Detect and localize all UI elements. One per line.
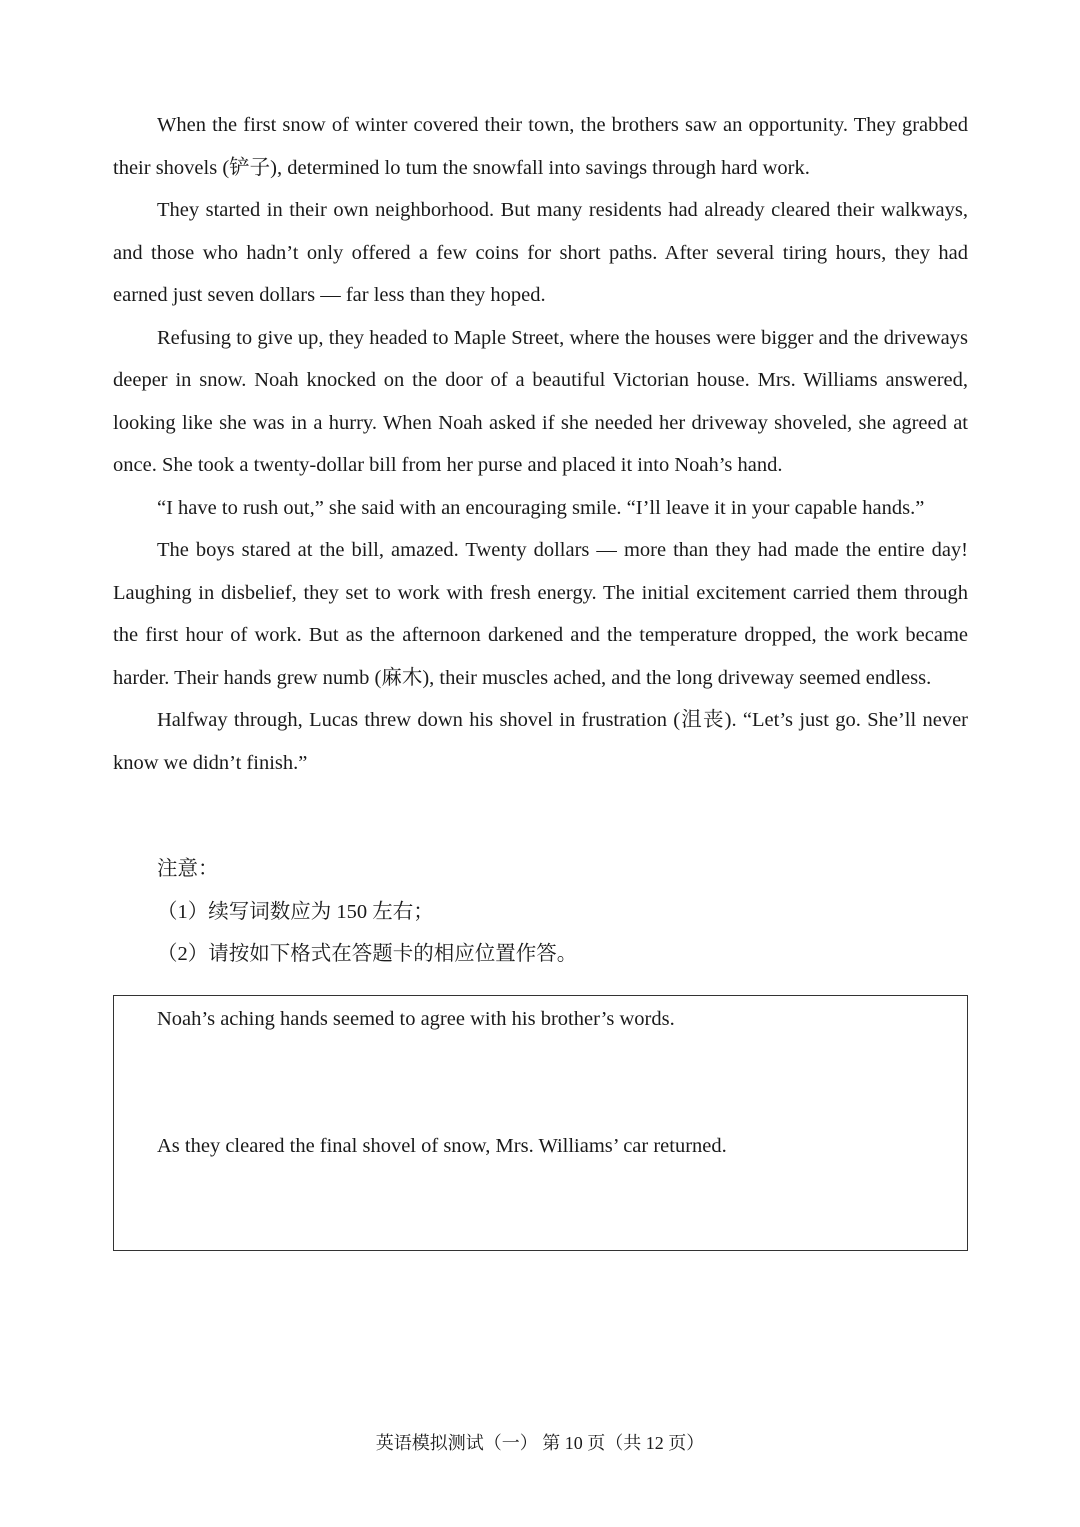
page-footer: 英语模拟测试（一） 第 10 页（共 12 页） [375, 1433, 705, 1453]
answer-opening-line-2: As they cleared the final shovel of snow, Mrs. Williams’ car returned. [157, 1135, 727, 1157]
story-paragraph-6: Halfway through, Lucas threw down his shovel in frustration (沮丧). “Let’s just go. She’ll never know we didn’t finish.” [113, 709, 968, 774]
answer-opening-line-1: Noah’s aching hands seemed to agree with his brother’s words. [157, 1008, 675, 1030]
instruction-item-1: （1）续写词数应为 150 左右； [157, 900, 434, 923]
story-paragraph-1: When the first snow of winter covered their town, the brothers saw an opportunity. They grabbed their shovels (铲子), determined lo tum the snowfall into savings through hard work. [113, 114, 968, 179]
answer-box [113, 995, 968, 1251]
story-paragraph-4: “I have to rush out,” she said with an encouraging smile. “I’ll leave it in your capable hands.” [157, 496, 925, 519]
story-paragraph-2: They started in their own neighborhood. But many residents had already cleared their walkways, and those who hadn’t only offered a few coins for short paths. After several tiring hours, they had earned just seven dollars — far less than they hoped. [113, 199, 968, 306]
instruction-item-2: （2）请按如下格式在答题卡的相应位置作答。 [157, 943, 578, 965]
story-paragraph-5: The boys stared at the bill, amazed. Twenty dollars — more than they had made the entire day! Laughing in disbelief, they set to work with fresh energy. The initial excitement carried them through the first hour of work. But as the afternoon darkened and the temperature dropped, the work became harder. Their hands grew numb (麻木), their muscles ached, and the long driveway seemed endless. [113, 539, 968, 689]
story-paragraph-3: Refusing to give up, they headed to Maple Street, where the houses were bigger and the driveways deeper in snow. Noah knocked on the door of a beautiful Victorian house. Mrs. Williams answered, looking like she was in a hurry. When Noah asked if she needed her driveway shoveled, she agreed at once. She took a twenty-dollar bill from her purse and placed it into Noah’s hand. [113, 326, 968, 476]
instructions [157, 848, 957, 976]
instructions-heading: 注意： [157, 858, 219, 880]
story-text [113, 104, 968, 784]
